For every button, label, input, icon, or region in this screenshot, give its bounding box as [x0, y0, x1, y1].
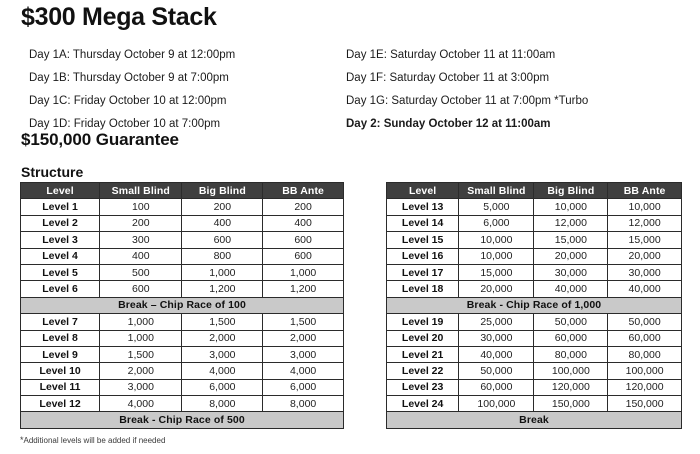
blind-value-cell: 100 — [100, 199, 182, 215]
table-row — [387, 232, 682, 248]
table-row — [21, 363, 344, 379]
blind-value-cell: 6,000 — [182, 379, 263, 395]
break-row — [21, 412, 344, 428]
schedule-entry: Day 1B: Thursday October 9 at 7:00pm — [29, 72, 229, 84]
blind-value-cell: 15,000 — [459, 264, 534, 280]
level-name-cell: Level 1 — [21, 199, 100, 215]
break-row — [387, 297, 682, 313]
level-name-cell: Level 4 — [21, 248, 100, 264]
table-row — [387, 396, 682, 412]
table-header-row — [21, 183, 344, 199]
blind-value-cell: 20,000 — [608, 248, 682, 264]
level-name-cell: Level 21 — [387, 346, 459, 362]
level-name-cell: Level 12 — [21, 396, 100, 412]
table-body-left — [21, 199, 344, 428]
blind-value-cell: 40,000 — [534, 281, 608, 297]
blind-value-cell: 60,000 — [534, 330, 608, 346]
blind-value-cell: 20,000 — [459, 281, 534, 297]
blind-value-cell: 400 — [100, 248, 182, 264]
break-label: Break - Chip Race of 1,000 — [387, 297, 682, 313]
table-row — [21, 215, 344, 231]
blind-value-cell: 3,000 — [100, 379, 182, 395]
table-row — [387, 314, 682, 330]
blind-value-cell: 100,000 — [608, 363, 682, 379]
footnote — [20, 435, 165, 446]
schedule-entry: Day 1G: Saturday October 11 at 7:00pm *Turbo — [346, 95, 589, 107]
blind-value-cell: 10,000 — [608, 199, 682, 215]
blind-value-cell: 4,000 — [263, 363, 344, 379]
blind-value-cell: 30,000 — [534, 264, 608, 280]
table-row — [21, 281, 344, 297]
blind-value-cell: 200 — [263, 199, 344, 215]
table-row — [21, 314, 344, 330]
blind-value-cell: 200 — [182, 199, 263, 215]
blind-value-cell: 20,000 — [534, 248, 608, 264]
guarantee-amount: $150,000 Guarantee — [21, 130, 179, 149]
level-name-cell: Level 23 — [387, 379, 459, 395]
blind-value-cell: 4,000 — [100, 396, 182, 412]
break-label: Break - Chip Race of 500 — [21, 412, 344, 428]
table-row — [21, 346, 344, 362]
blind-value-cell: 500 — [100, 264, 182, 280]
blind-value-cell: 10,000 — [459, 232, 534, 248]
blind-value-cell: 60,000 — [459, 379, 534, 395]
break-label: Break – Chip Race of 100 — [21, 297, 344, 313]
page-title: $300 Mega Stack — [21, 3, 217, 31]
schedule-left-column — [29, 44, 235, 136]
blind-value-cell: 60,000 — [608, 330, 682, 346]
blind-value-cell: 120,000 — [608, 379, 682, 395]
table-row — [387, 215, 682, 231]
blind-value-cell: 2,000 — [182, 330, 263, 346]
blind-value-cell: 3,000 — [263, 346, 344, 362]
column-header: Small Blind — [100, 183, 182, 199]
column-header: BB Ante — [608, 183, 682, 199]
level-name-cell: Level 10 — [21, 363, 100, 379]
column-header: Level — [387, 183, 459, 199]
table-row — [387, 363, 682, 379]
level-name-cell: Level 17 — [387, 264, 459, 280]
blind-value-cell: 100,000 — [534, 363, 608, 379]
table-row — [387, 248, 682, 264]
blind-value-cell: 600 — [182, 232, 263, 248]
blind-value-cell: 50,000 — [534, 314, 608, 330]
table-row — [387, 330, 682, 346]
blind-value-cell: 600 — [263, 232, 344, 248]
level-name-cell: Level 11 — [21, 379, 100, 395]
table-row — [21, 199, 344, 215]
blind-value-cell: 150,000 — [534, 396, 608, 412]
schedule-entry: Day 2: Sunday October 12 at 11:00am — [346, 118, 551, 130]
blind-value-cell: 50,000 — [459, 363, 534, 379]
table-header-left — [21, 183, 344, 199]
blind-value-cell: 200 — [100, 215, 182, 231]
level-name-cell: Level 22 — [387, 363, 459, 379]
blind-value-cell: 3,000 — [182, 346, 263, 362]
level-name-cell: Level 6 — [21, 281, 100, 297]
blind-value-cell: 1,500 — [100, 346, 182, 362]
table-row — [21, 232, 344, 248]
blind-value-cell: 5,000 — [459, 199, 534, 215]
blind-value-cell: 400 — [182, 215, 263, 231]
blind-value-cell: 600 — [263, 248, 344, 264]
blind-value-cell: 6,000 — [459, 215, 534, 231]
blind-value-cell: 2,000 — [263, 330, 344, 346]
blind-value-cell: 1,500 — [182, 314, 263, 330]
table-row — [387, 281, 682, 297]
level-name-cell: Level 24 — [387, 396, 459, 412]
blind-value-cell: 1,000 — [263, 264, 344, 280]
blind-value-cell: 1,000 — [100, 314, 182, 330]
blind-value-cell: 600 — [100, 281, 182, 297]
table-header-row — [387, 183, 682, 199]
table-row — [21, 330, 344, 346]
blind-value-cell: 15,000 — [608, 232, 682, 248]
blind-value-cell: 300 — [100, 232, 182, 248]
blind-value-cell: 4,000 — [182, 363, 263, 379]
level-name-cell: Level 14 — [387, 215, 459, 231]
schedule-right-column — [346, 44, 588, 136]
level-name-cell: Level 20 — [387, 330, 459, 346]
table-row — [387, 264, 682, 280]
blind-value-cell: 25,000 — [459, 314, 534, 330]
break-row — [21, 297, 344, 313]
blind-value-cell: 80,000 — [534, 346, 608, 362]
blind-value-cell: 80,000 — [608, 346, 682, 362]
table-row — [21, 248, 344, 264]
structure-table-levels-1-12 — [20, 182, 344, 429]
footnote-marker: * — [20, 435, 24, 445]
blind-value-cell: 30,000 — [608, 264, 682, 280]
level-name-cell: Level 15 — [387, 232, 459, 248]
level-name-cell: Level 2 — [21, 215, 100, 231]
blind-value-cell: 50,000 — [608, 314, 682, 330]
table-header-right — [387, 183, 682, 199]
blind-value-cell: 8,000 — [263, 396, 344, 412]
structure-heading: Structure — [21, 164, 84, 180]
level-name-cell: Level 9 — [21, 346, 100, 362]
blind-value-cell: 15,000 — [534, 232, 608, 248]
blind-value-cell: 1,200 — [182, 281, 263, 297]
blind-value-cell: 1,000 — [100, 330, 182, 346]
level-name-cell: Level 16 — [387, 248, 459, 264]
blind-value-cell: 10,000 — [459, 248, 534, 264]
blind-value-cell: 30,000 — [459, 330, 534, 346]
level-name-cell: Level 5 — [21, 264, 100, 280]
level-name-cell: Level 13 — [387, 199, 459, 215]
blind-value-cell: 40,000 — [459, 346, 534, 362]
level-name-cell: Level 18 — [387, 281, 459, 297]
schedule-entry: Day 1C: Friday October 10 at 12:00pm — [29, 95, 227, 107]
blind-value-cell: 120,000 — [534, 379, 608, 395]
column-header: Big Blind — [534, 183, 608, 199]
column-header: BB Ante — [263, 183, 344, 199]
blind-value-cell: 1,500 — [263, 314, 344, 330]
blind-value-cell: 12,000 — [608, 215, 682, 231]
blind-value-cell: 10,000 — [534, 199, 608, 215]
structure-table-levels-13-24 — [386, 182, 682, 429]
footnote-text: Additional levels will be added if needed — [23, 436, 166, 445]
break-row — [387, 412, 682, 428]
schedule-entry: Day 1A: Thursday October 9 at 12:00pm — [29, 49, 236, 61]
table-row — [387, 346, 682, 362]
table-row — [387, 199, 682, 215]
blind-value-cell: 8,000 — [182, 396, 263, 412]
break-label: Break — [387, 412, 682, 428]
schedule-entry: Day 1F: Saturday October 11 at 3:00pm — [346, 72, 550, 84]
blind-value-cell: 12,000 — [534, 215, 608, 231]
level-name-cell: Level 7 — [21, 314, 100, 330]
table-row — [21, 264, 344, 280]
blind-value-cell: 1,000 — [182, 264, 263, 280]
column-header: Level — [21, 183, 100, 199]
table-row — [21, 379, 344, 395]
blind-value-cell: 800 — [182, 248, 263, 264]
level-name-cell: Level 3 — [21, 232, 100, 248]
level-name-cell: Level 8 — [21, 330, 100, 346]
blind-value-cell: 400 — [263, 215, 344, 231]
table-body-right — [387, 199, 682, 428]
blind-value-cell: 150,000 — [608, 396, 682, 412]
level-name-cell: Level 19 — [387, 314, 459, 330]
table-row — [21, 396, 344, 412]
blind-value-cell: 2,000 — [100, 363, 182, 379]
blind-value-cell: 100,000 — [459, 396, 534, 412]
blind-value-cell: 6,000 — [263, 379, 344, 395]
column-header: Small Blind — [459, 183, 534, 199]
column-header: Big Blind — [182, 183, 263, 199]
schedule-entry: Day 1D: Friday October 10 at 7:00pm — [29, 118, 221, 130]
table-row — [387, 379, 682, 395]
schedule-entry: Day 1E: Saturday October 11 at 11:00am — [346, 49, 556, 61]
blind-value-cell: 40,000 — [608, 281, 682, 297]
blind-value-cell: 1,200 — [263, 281, 344, 297]
